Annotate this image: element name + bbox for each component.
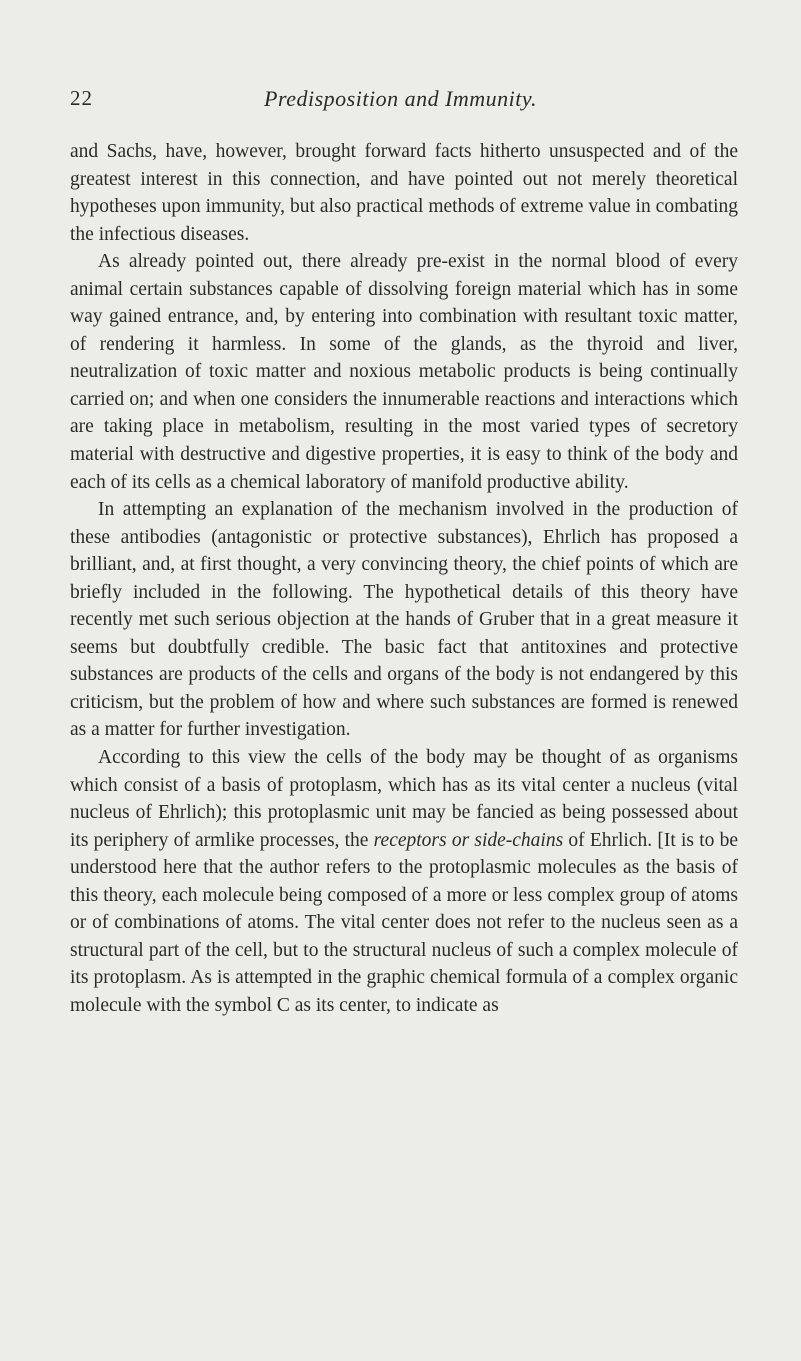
paragraph-4-text-after: of Ehrlich. [It is to be understood here that the author refers to the protoplasmic molecules as the basis of this theory, each molecule being composed of a more or less complex group of atoms or of combinations of atoms. The vital center does not refer to the nucleus seen as a structural part of the cell, but to the structural nucleus of such a complex molecule of its protoplasm. As is attempted in the graphic chemical formula of a complex organic molecule with the symbol C as its center, to indicate as [70,829,738,1016]
paragraph-2: As already pointed out, there already pre-exist in the normal blood of every animal certain substances capable of dissolving foreign material which has in some way gained entrance, and, by entering into combination with resultant toxic matter, of rendering it harmless. In some of the glands, as the thyroid and liver, neutralization of toxic matter and noxious metabolic products is being continually carried on; and when one considers the innumerable reactions and interactions which are taking place in metabolism, resulting in the most varied types of secretory material with destructive and digestive properties, it is easy to think of the body and each of its cells as a chemical laboratory of manifold productive ability. [70,251,738,493]
paragraph-4-text-before: According to this view the cells of the body may be thought of as organisms which consist of a basis of protoplasm, which has as its vital center a nucleus (vital nucleus of Ehrlich); this protoplasmic unit may be fancied as being possessed about its periphery of armlike processes, the [70,747,738,851]
paragraph-3: In attempting an explanation of the mechanism involved in the production of these antibodies (antagonistic or protective substances), Ehrlich has proposed a brilliant, and, at first thought, a very convincing theory, the chief points of which are briefly included in the following. The hypothetical details of this theory have recently met such serious objection at the hands of Gruber that in a great measure it seems but doubtfully credible. The basic fact that antitoxines and protective substances are products of the cells and organs of the body is not endangered by this criticism, but the problem of how and where such substances are formed is renewed as a matter for further investigation. [70,499,738,741]
receptors-side-chains-term: receptors or side-chains [373,829,564,851]
page-header [0,86,801,126]
running-title: Predisposition and Immunity. [264,86,537,111]
paragraph-4 [70,744,738,1019]
paragraph-1: and Sachs, have, however, brought forward facts hitherto unsuspected and of the greatest interest in this connection, and have pointed out not merely theoretical hypotheses upon immunity, but also practical methods of extreme value in combating the infectious diseases. [70,141,738,245]
text-body [70,138,738,1020]
page-number: 22 [70,86,93,110]
